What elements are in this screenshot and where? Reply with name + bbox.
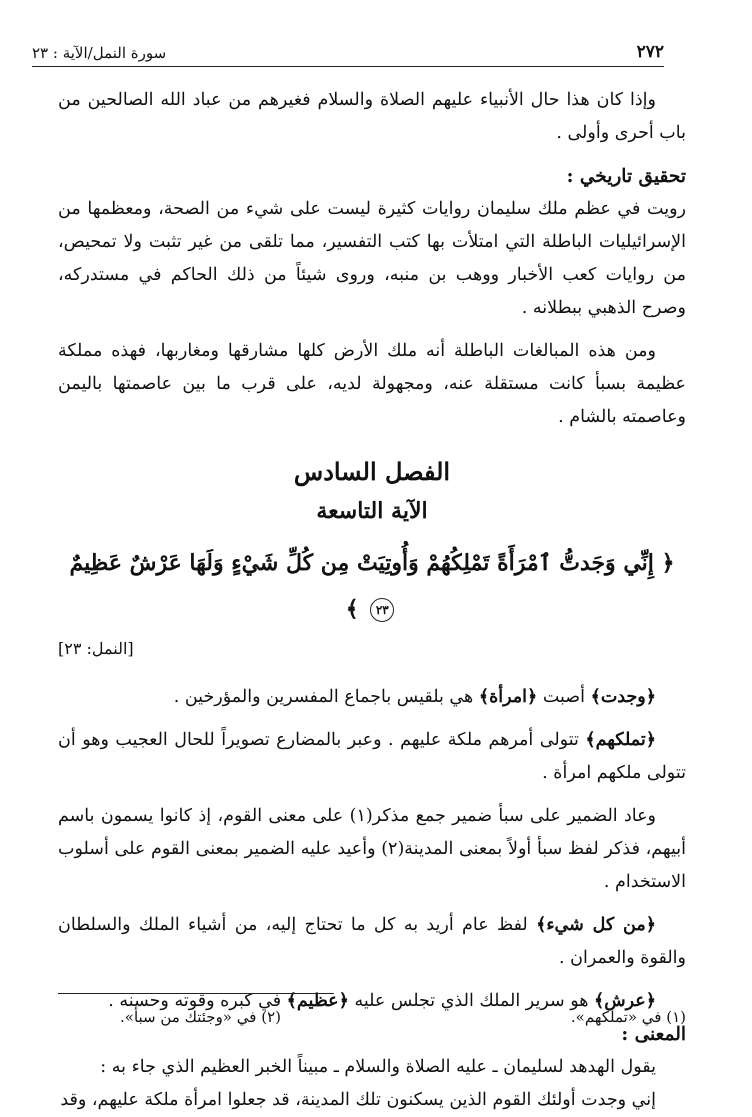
paragraph-prophets: وإذا كان هذا حال الأنبياء عليهم الصلاة والسلام فغيرهم من عباد الله الصالحين من باب أحرى وأولى .	[58, 90, 686, 143]
verse-open-bracket: ﴿	[661, 550, 675, 576]
footnote-1: (١) في «تملكهم».	[570, 1008, 686, 1026]
quran-verse	[58, 540, 686, 632]
paragraph-narrations: رويت في عظم ملك سليمان روايات كثيرة ليست على شيء من الصحة، ومعظمها من الإسرائيليات الباطلة التي امتلأت بها كتب التفسير، مما تلقى من غير تثبت ولا تمحيص، من روايات كعب الأخبار ووهب بن منبه، وروى شيئاً من ذلك الحاكم في مستدركه، وصرح الذهبي ببطلانه .	[58, 199, 686, 318]
heading-historical-verification: تحقيق تاريخي :	[566, 166, 686, 187]
footnote-2: (٢) في «وجئتك من سبأ».	[120, 1008, 281, 1026]
explanation-everything	[58, 909, 686, 975]
verse-reference: [النمل: ٢٣]	[58, 639, 134, 658]
explanation-text: هي بلقيس باجماع المفسرين والمؤرخين .	[173, 687, 479, 707]
footnotes	[120, 1008, 686, 1026]
explanation-text: في كبره وقوته وحسنه .	[108, 991, 287, 1011]
page-content	[58, 84, 686, 1117]
term-min-kulli-shay: ﴿من كل شيء﴾	[536, 915, 656, 935]
running-header	[32, 38, 664, 67]
paragraph-pronoun: وعاد الضمير على سبأ ضمير جمع مذكر(١) على معنى القوم، إذ كانوا يسمون باسم أبيهم، فذكر لفظ سبأ أولاً بمعنى المدينة(٢) وأعيد عليه الضمير بمعنى القوم على أسلوب الاستخدام .	[58, 806, 686, 892]
ayah-title: الآية التاسعة	[316, 498, 428, 524]
explanation-rules	[58, 724, 686, 790]
verse-close-bracket: ﴾	[345, 596, 359, 622]
term-wajadtu: ﴿وجدت﴾	[590, 687, 656, 707]
explanation-text: أصبت	[537, 687, 591, 707]
verse-text: إِنِّي وَجَدتُّ ٱمْرَأَةً تَمْلِكُهُمْ وَأُوتِيَتْ مِن كُلِّ شَيْءٍ وَلَهَا عَرْشٌ عَظِيمٌ	[69, 550, 654, 576]
paragraph-found-woman: إني وجدت أولئك القوم الذين يسكنون تلك المدينة، قد جعلوا امرأة ملكة عليهم، وقد	[60, 1090, 656, 1110]
explanation-text: تتولى أمرهم ملكة عليهم . وعبر بالمضارع تصويراً للحال العجيب وهو أن تتولى ملكهم امرأة .	[58, 730, 686, 783]
explanation-found	[58, 681, 686, 714]
term-arsh: ﴿عرش﴾	[594, 991, 656, 1011]
chapter-title: الفصل السادس	[293, 457, 451, 486]
term-tamlikuhum: ﴿تملكهم﴾	[585, 730, 656, 750]
term-imraa: ﴿امرأة﴾	[478, 687, 538, 707]
footnote-divider	[58, 993, 334, 994]
explanation-text: لفظ عام أريد به كل ما تحتاج إليه، من أشياء الملك والسلطان والقوة والعمران .	[58, 915, 686, 968]
term-azim: ﴿عظيم﴾	[286, 991, 349, 1011]
explanation-text: هو سرير الملك الذي تجلس عليه	[348, 991, 595, 1011]
paragraph-exaggerations: ومن هذه المبالغات الباطلة أنه ملك الأرض كلها مشارقها ومغاربها، فهذه مملكة عظيمة بسبأ كانت مستقلة عنه، ومجهولة لديه، على قرب ما بين عاصمتها باليمن وعاصمته بالشام .	[58, 341, 686, 427]
sura-reference: سورة النمل/الآية : ٢٣	[32, 44, 167, 62]
paragraph-hoopoe: يقول الهدهد لسليمان ـ عليه الصلاة والسلام ـ مبيناً الخبر العظيم الذي جاء به :	[100, 1057, 656, 1077]
page-number: ٢٧٢	[636, 42, 664, 62]
heading-meaning: المعنى :	[621, 1024, 686, 1045]
verse-number-marker: ٢٣	[370, 598, 394, 622]
